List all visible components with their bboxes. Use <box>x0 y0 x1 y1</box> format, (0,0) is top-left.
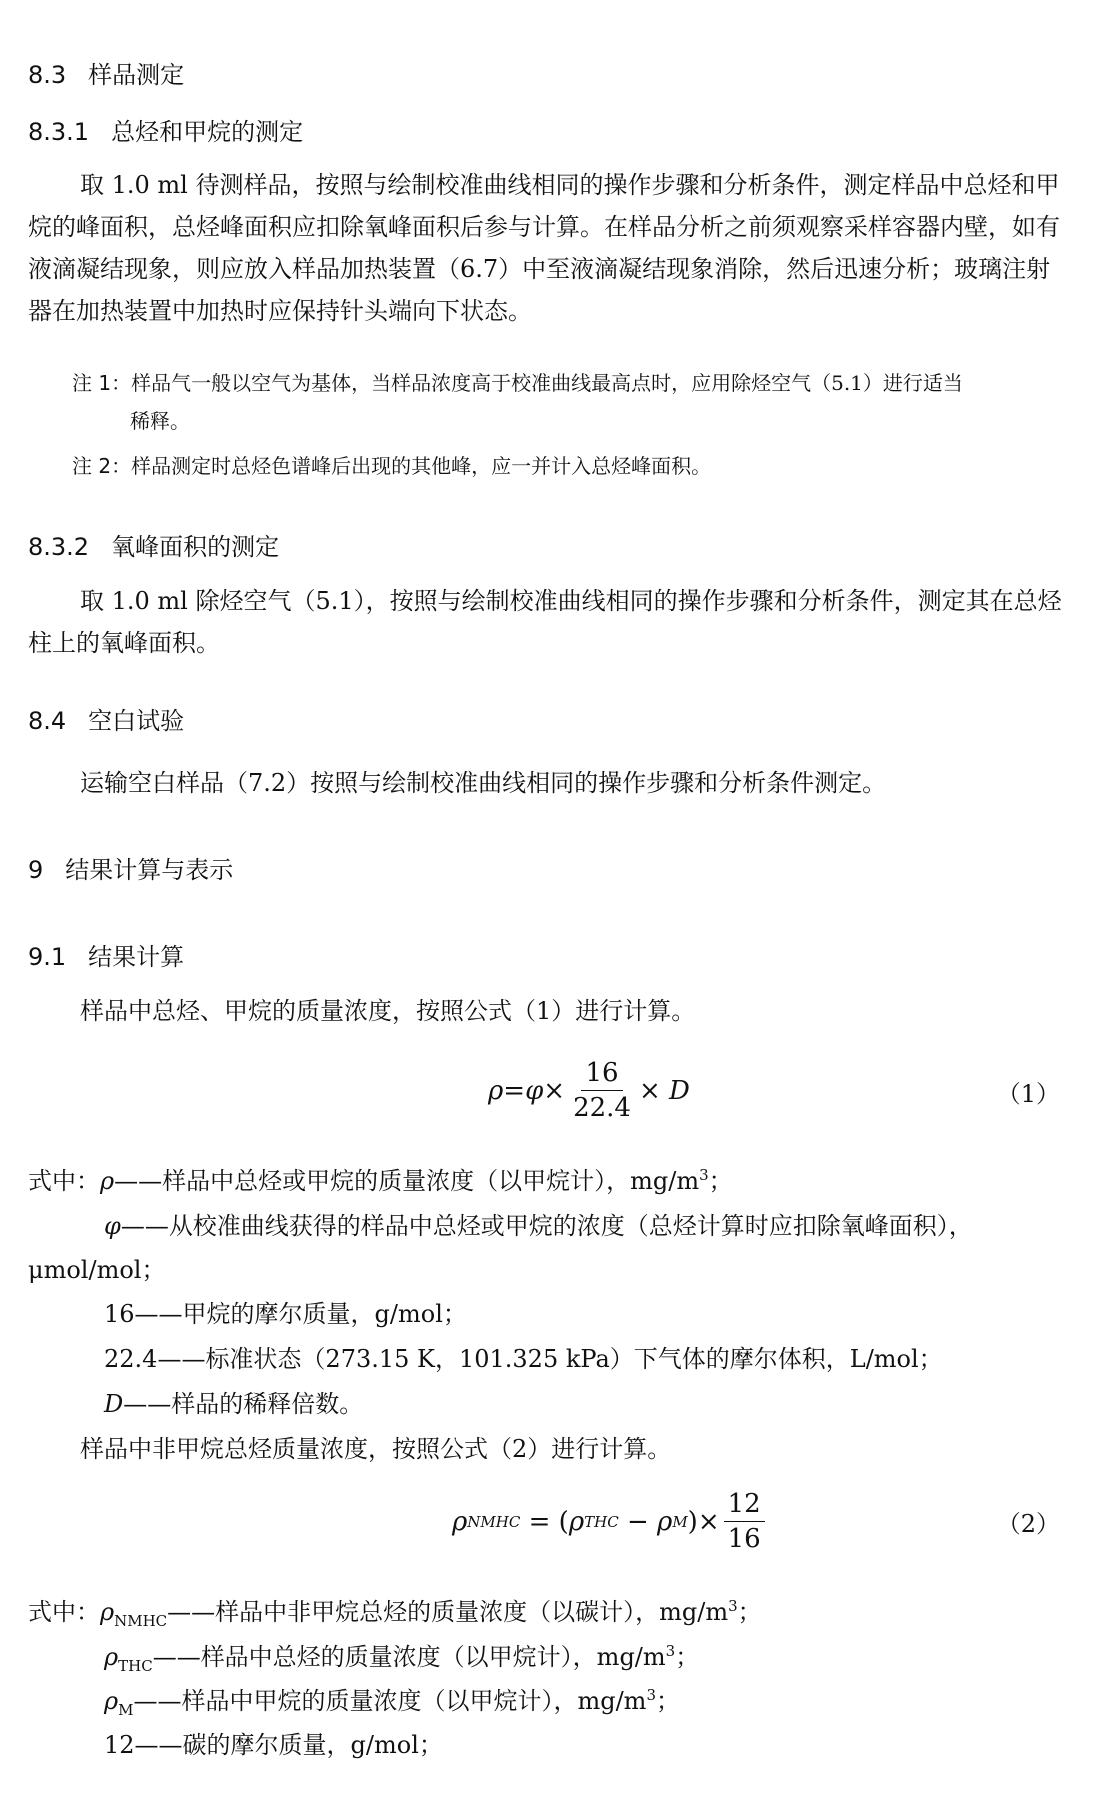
where-22-4: 22.4——标准状态（273.15 K，101.325 kPa）下气体的摩尔体积，L/mol； <box>104 1345 943 1373</box>
paragraph-8-3-1: 取 1.0 ml 待测样品，按照与绘制校准曲线相同的操作步骤和分析条件，测定样品中总烃和甲烷的峰面积，总烃峰面积应扣除氧峰面积后参与计算。在样品分析之前须观察采样容器内壁，如有液滴凝结现象，则应放入样品加热装置（6.7）中至液滴凝结现象消除，然后迅速分析；玻璃注射器在加热装置中加热时应保持针头端向下状态。 <box>28 171 1060 325</box>
fraction-16-over-22-4: $\frac{16}{22.4}$ <box>573 1058 631 1123</box>
paragraph-9-1: 样品中总烃、甲烷的质量浓度，按照公式（1）进行计算。 <box>80 997 696 1025</box>
where-rho-m: $\rho_M——$样品中甲烷的质量浓度（以甲烷计），$mg/m^3$； <box>104 1686 680 1719</box>
where-rho-thc: $\rho_{THC}——$样品中总烃的质量浓度（以甲烷计），$mg/m^3$； <box>104 1642 700 1675</box>
where-12: 12——碳的摩尔质量，g/mol； <box>104 1731 443 1759</box>
heading-8-4: 8.4 空白试验 <box>28 707 185 735</box>
equation-2: ρ NMHC = ( ρ THC − ρ M )× $\frac{12}{16}$ <box>452 1489 769 1554</box>
note-2: 注 2：样品测定时总烃色谱峰后出现的其他峰，应一并计入总烃峰面积。 <box>72 454 712 478</box>
heading-8-3: 8.3 样品测定 <box>28 61 185 89</box>
fraction-12-over-16: $\frac{12}{16}$ <box>724 1489 765 1554</box>
heading-8-3-2: 8.3.2 氧峰面积的测定 <box>28 533 280 561</box>
paragraph-8-4: 运输空白样品（7.2）按照与绘制校准曲线相同的操作步骤和分析条件测定。 <box>80 769 887 797</box>
heading-9: 9 结果计算与表示 <box>28 856 234 884</box>
where-d: D——样品的稀释倍数。 <box>104 1390 364 1418</box>
where-16: 16——甲烷的摩尔质量，g/mol； <box>104 1300 467 1328</box>
where-phi-unit: μmol/mol； <box>28 1256 166 1284</box>
where-rho: 式中：ρ——样品中总烃或甲烷的质量浓度（以甲烷计），$mg/m^3$； <box>28 1166 733 1195</box>
paragraph-8-3-2: 取 1.0 ml 除烃空气（5.1），按照与绘制校准曲线相同的操作步骤和分析条件，测定其在总烃柱上的氧峰面积。 <box>28 587 1062 657</box>
paragraph-9-1-nmhc: 样品中非甲烷总烃质量浓度，按照公式（2）进行计算。 <box>80 1435 672 1463</box>
heading-8-3-1: 8.3.1 总烃和甲烷的测定 <box>28 118 304 146</box>
equation-1: ρ=φ× $\frac{16}{22.4}$ × D <box>488 1058 690 1123</box>
heading-9-1: 9.1 结果计算 <box>28 943 185 971</box>
where-rho-nmhc: 式中：$\rho_{NMHC}——$样品中非甲烷总烃的质量浓度（以碳计），$mg/m^3$； <box>28 1597 762 1630</box>
equation-1-number: （1） <box>996 1080 1060 1108</box>
note-1: 注 1：样品气一般以空气为基体，当样品浓度高于校准曲线最高点时，应用除烃空气（5.1）进行适当 稀释。 <box>72 371 963 433</box>
equation-2-number: （2） <box>996 1510 1060 1538</box>
where-phi: φ——从校准曲线获得的样品中总烃或甲烷的浓度（总烃计算时应扣除氧峰面积）， <box>104 1212 973 1240</box>
